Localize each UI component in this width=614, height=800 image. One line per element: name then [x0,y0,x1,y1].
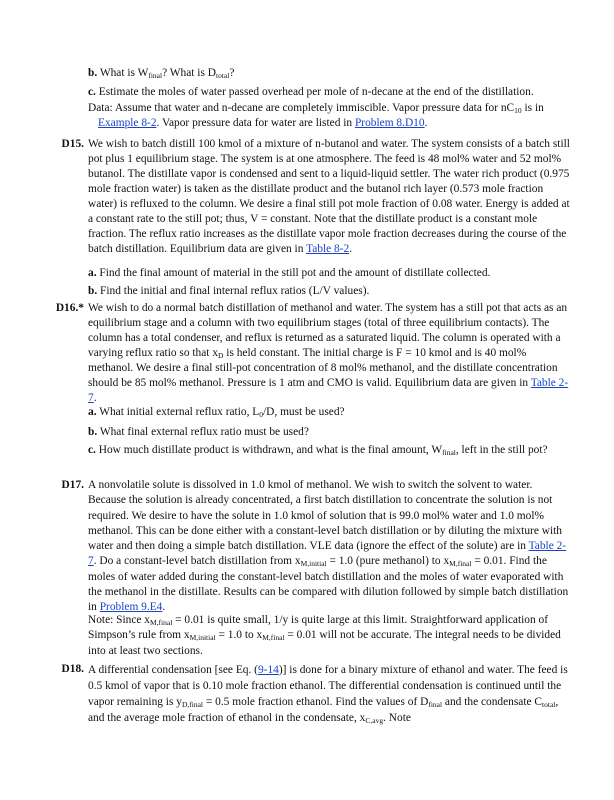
link-example-8-2[interactable]: Example 8-2 [98,117,157,129]
problem-d14-part-c: c. Estimate the moles of water passed overhead per mole of n-decane at the end of the distillation. [88,86,534,98]
problem-d15-text: We wish to batch distill 100 kmol of a mixture of n-butanol and water. The system consists of a batch still pot plus 1 equilibrium stage. The system is at one atmosphere. The feed is 48 mol% water and 52 mol% butanol. The distillate vapor is condensed and sent to a liquid-liquid settler. The water rich product (0.975 mole fraction water) is taken as the distillate product and the butanol rich layer (0.573 mole fraction water) is refluxed to the column. We desire a final still pot mole fraction of 0.08 water. Energy is added at a constant rate to the still pot; thus, V = constant. Note that the distillate product is a constant mole fraction. The reflux ratio increases as the distillate vapor mole fraction decreases during the course of the batch distillation. Equilibrium data are given in Table 8-2. [88,138,570,255]
problem-d17-text: A nonvolatile solute is dissolved in 1.0 kmol of methanol. We wish to switch the solvent to water. Because the solution is already concentrated, a first batch distillation to concentrate the solution is not required. We desire to have the solute in 1.0 kmol of solution that is 99.0 mol% water and 1.0 mol% methanol. This can be done either with a constant-level batch distillation or by diluting the mixture with water and then doing a simple batch distillation. VLE data (ignore the effect of the solute) are in Table 2-7. Do a constant-level batch distillation from $x_{M,initial} = 1.0$ (pure methanol) to $x_{M,final} = 0.01$. Find the moles of water added during the constant-level batch distillation and the moles of water evaporated with the methanol in the distillate. Results can be compared with dilution followed by simple batch distillation in Problem 9.E4. [88,479,569,614]
link-equation-9-14[interactable]: 9-14 [257,664,279,676]
problem-d14-data: Data: Assume that water and n-decane are completely immiscible. Vapor pressure data for $nC_{10}$ is in Example 8-2. Vapor pressure data for water are listed in Problem 8.D10. [88,102,544,129]
problem-d15-label: D15. [61,138,84,150]
link-table-2-7-d17[interactable]: Table 2-7 [88,540,567,568]
problem-d16-part-c: c. How much distillate product is withdrawn, and what is the final amount, $W_{final}$, left in the still pot? [88,444,548,457]
problem-d16-text: We wish to do a normal batch distillation of methanol and water. The system has a still pot that acts as an equilibrium stage and a column with two equilibrium stages (total of three equilibrium contacts). The column has a total condenser, and reflux is returned as a saturated liquid. The column is operated with a varying reflux ratio so that $x_D$ is held constant. The initial charge is F = 10 kmol and is 40 mol% methanol. We desire a final still-pot concentration of 8 mol% methanol, and the distillate concentration should be 85 mol% methanol. Pressure is 1 atm and CMO is valid. Equilibrium data are given in Table 2-7. [88,302,569,404]
problem-d18-text: A differential condensation [see Eq. (9-14)] is done for a binary mixture of ethanol and water. The feed is 0.5 kmol of vapor that is 0.10 mole fraction ethanol. The differential condensation is continued until the vapor remaining is $y_{D,final} = 0.5$ mole fraction ethanol. Find the values of $D_{final}$ and the condensate $C_{total}$, and the average mole fraction of ethanol in the condensate, $x_{C,avg}$. Note [88,664,568,725]
link-problem-9-e4[interactable]: Problem 9.E4 [99,601,163,614]
problem-d15-part-b: b. Find the initial and final internal reflux ratios (L/V values). [88,285,370,297]
problem-d16-part-b: b. What final external reflux ratio must be used? [88,426,309,438]
problem-d16-part-a: a. What initial external reflux ratio, $L_0/D$, must be used? [88,406,345,419]
link-table-2-7[interactable]: Table 2-7 [88,377,569,404]
problem-d17-note: Note: Since $x_{M,final} = 0.01$ is quite small, 1/y is quite large at this limit. Straightforward application of Simpson’s rule from $x_{M,initial} = 1.0$ to $x_{M,final} = 0.01$ will not be accurate. The integral needs to be divided into at least two sections. [88,614,561,657]
problem-d15-part-a: a. Find the final amount of material in the still pot and the amount of distillate collected. [88,267,491,279]
link-problem-8-d10[interactable]: Problem 8.D10 [354,117,425,129]
problem-d18-label: D18. [61,663,84,675]
link-table-8-2[interactable]: Table 8-2 [306,243,350,255]
problem-d14-part-b: b. What is $W_{final}$? What is $D_{total}$? [88,67,235,80]
problem-d17-label: D17. [61,479,84,491]
problem-d16-label: D16.* [55,302,84,314]
